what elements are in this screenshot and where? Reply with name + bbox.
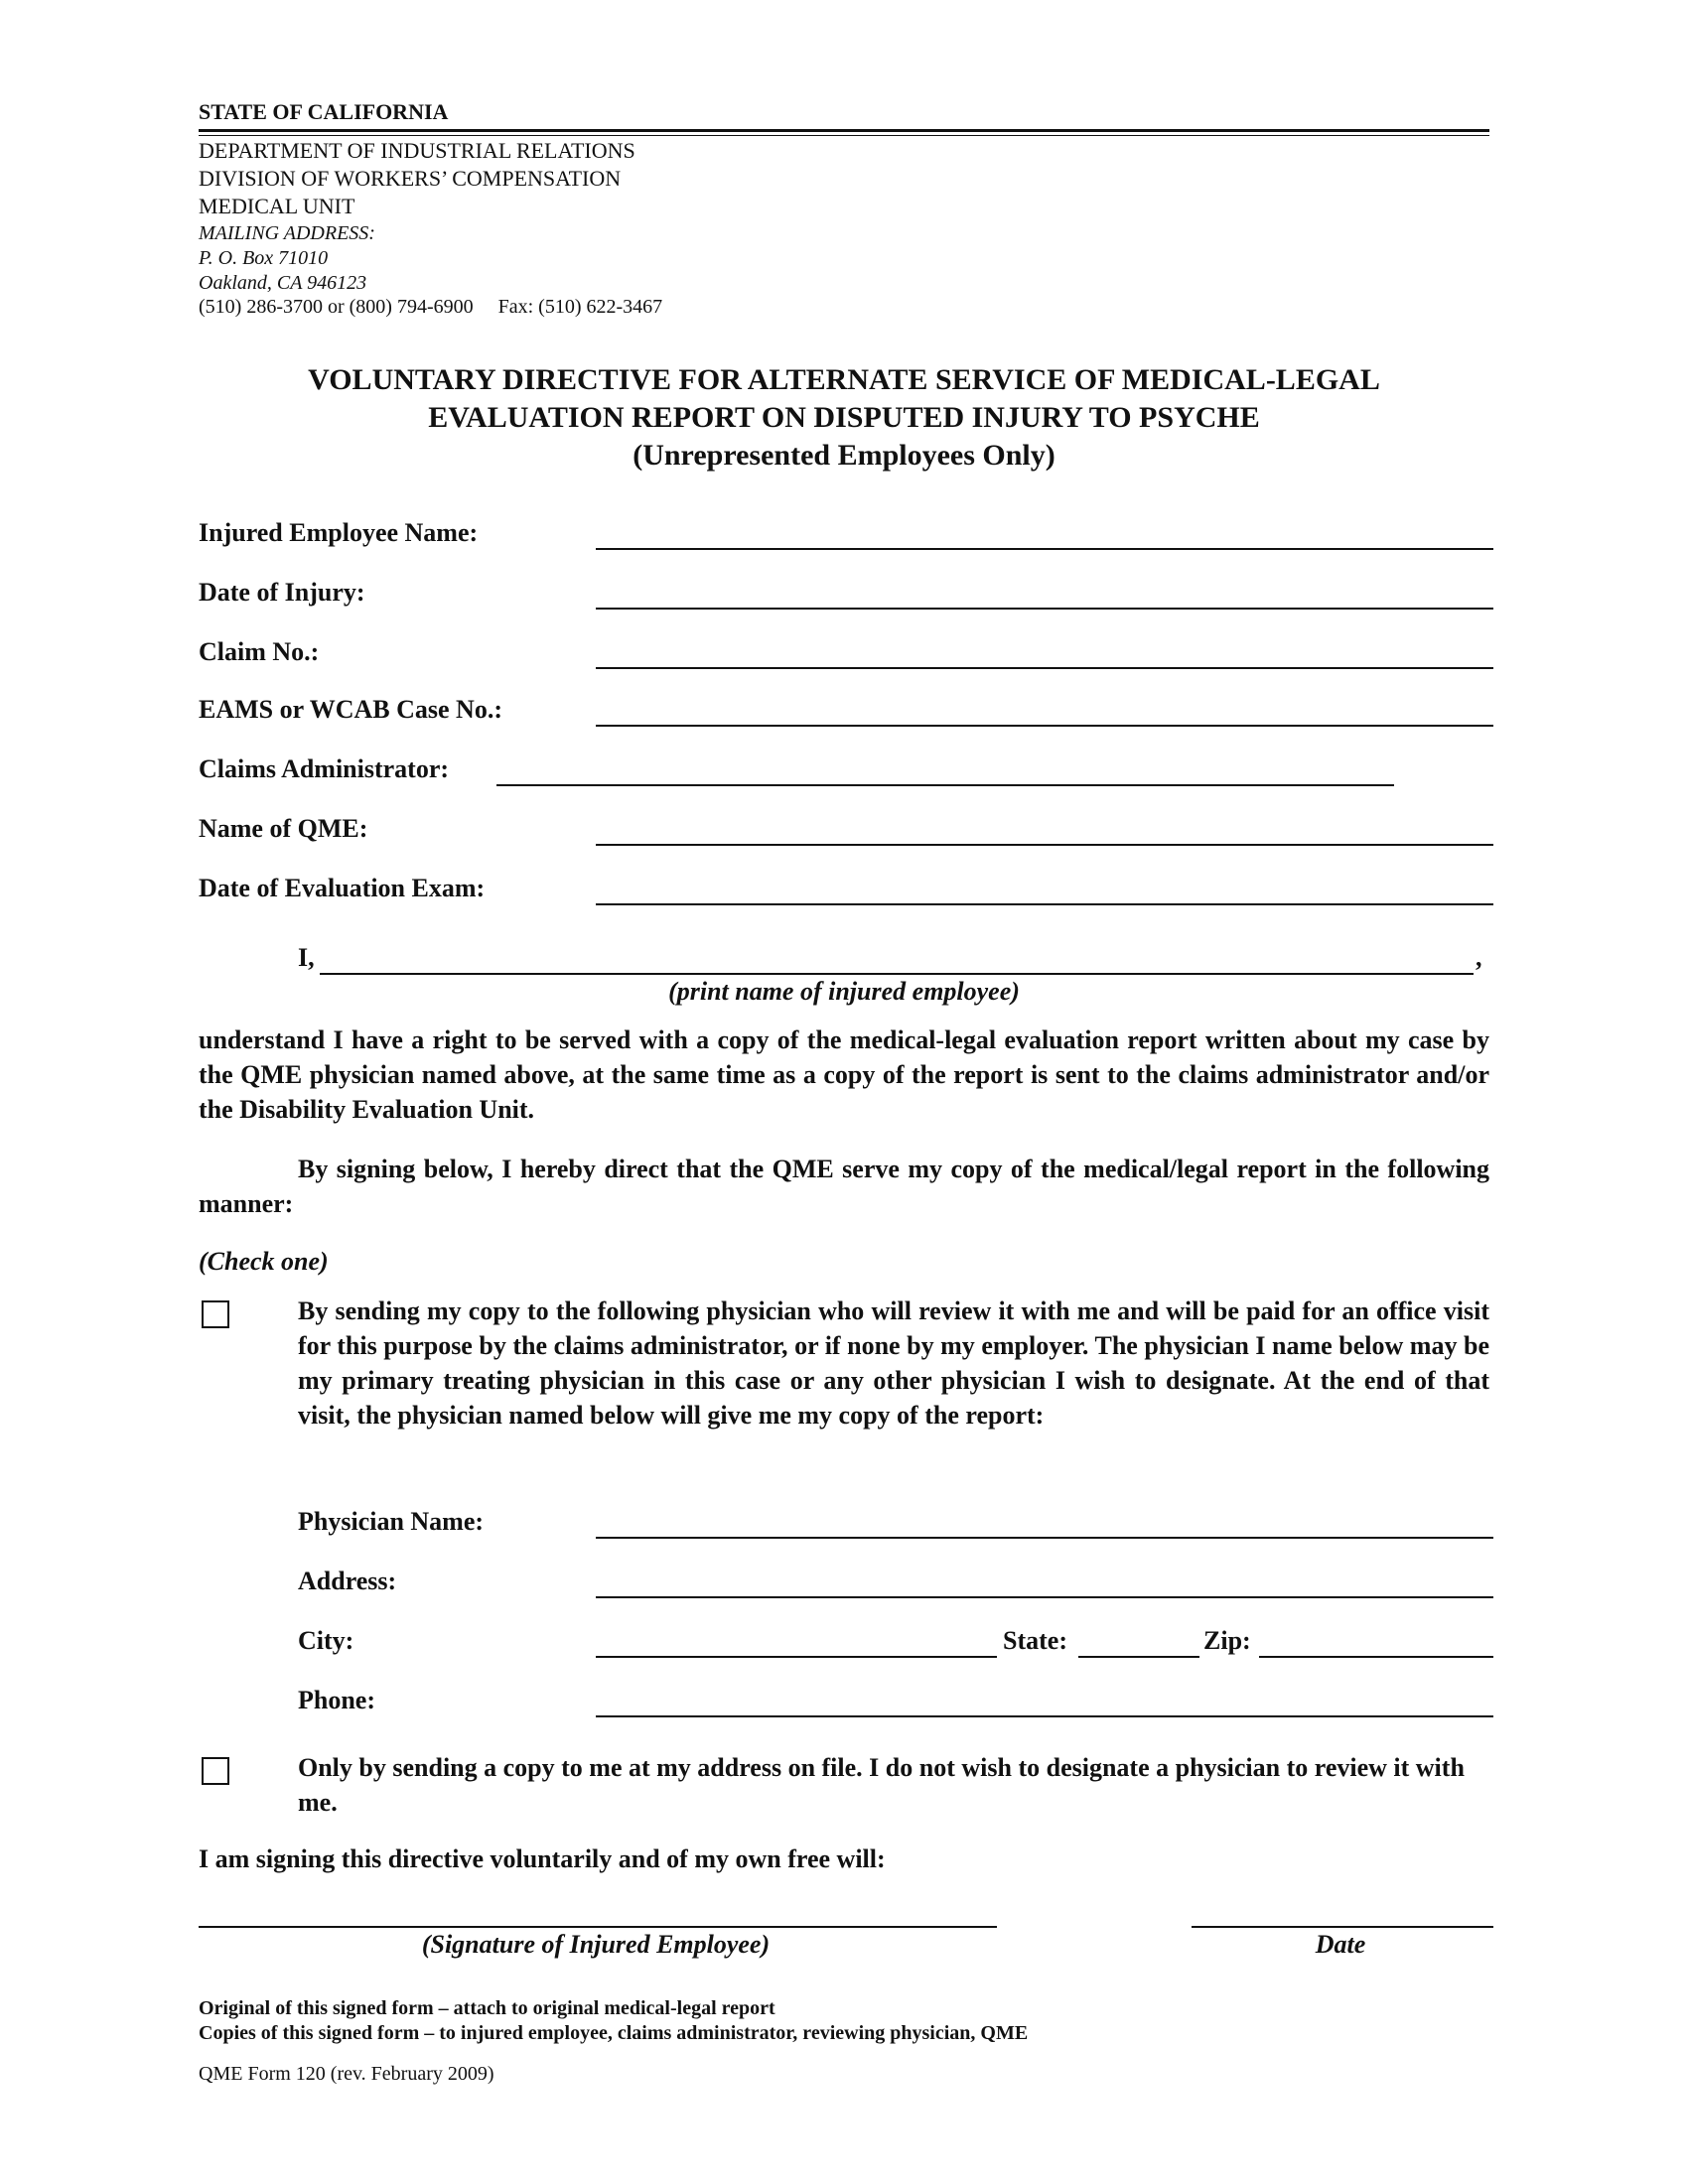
form-title-line1: VOLUNTARY DIRECTIVE FOR ALTERNATE SERVICE OF MEDICAL-LEGAL (308, 363, 1380, 396)
date-caption: Date (1315, 1930, 1366, 1959)
claim-no-label: Claim No.: (199, 637, 320, 666)
contact-phones: (510) 286-3700 or (800) 794-6900 Fax: (510) 622-3467 (199, 296, 663, 318)
division-name: DIVISION OF WORKERS’ COMPENSATION (199, 166, 622, 191)
physician-state-label: State: (1003, 1626, 1067, 1655)
physician-name-label: Physician Name: (298, 1507, 485, 1536)
header-rule-thick (199, 129, 1489, 132)
footer-copies-note: Copies of this signed form – to injured employee, claims administrator, reviewing physician, QME (199, 2022, 1029, 2044)
option-mail-checkbox[interactable] (202, 1757, 229, 1785)
mailing-city: Oakland, CA 946123 (199, 272, 367, 294)
date-of-injury-label: Date of Injury: (199, 578, 365, 607)
physician-state-input[interactable] (1078, 1628, 1199, 1658)
declaration-prefix: I, (298, 943, 315, 972)
qme-name-input[interactable] (596, 816, 1493, 846)
po-box: P. O. Box 71010 (199, 247, 329, 269)
physician-phone-label: Phone: (298, 1686, 375, 1714)
option-physician-text: By sending my copy to the following physician who will review it with me and will be paid for an office visit for this purpose by the claims administrator, or if none by my employer. The physician I name below may be my primary treating physician in this case or any other physician I wish to designate. At the end of that visit, the physician named below will give me my copy of the report: (298, 1297, 1489, 1430)
print-name-input[interactable] (320, 945, 1474, 975)
department-name: DEPARTMENT OF INDUSTRIAL RELATIONS (199, 138, 635, 163)
voluntary-statement: I am signing this directive voluntarily and of my own free will: (199, 1844, 886, 1873)
option-mail-text: Only by sending a copy to me at my address on file. I do not wish to designate a physician to review it with me. (298, 1753, 1465, 1817)
unit-name: MEDICAL UNIT (199, 194, 355, 218)
state-heading: STATE OF CALIFORNIA (199, 99, 449, 124)
claim-no-input[interactable] (596, 639, 1493, 669)
form-title-line3: (Unrepresented Employees Only) (633, 439, 1055, 472)
direction-paragraph: By signing below, I hereby direct that the QME serve my copy of the medical/legal report in the following manner: (199, 1155, 1489, 1218)
physician-name-input[interactable] (596, 1509, 1493, 1539)
evaluation-date-input[interactable] (596, 876, 1493, 905)
footer-original-note: Original of this signed form – attach to original medical-legal report (199, 1997, 775, 2019)
date-signed-input[interactable] (1192, 1898, 1493, 1928)
physician-phone-input[interactable] (596, 1688, 1493, 1717)
signature-input[interactable] (199, 1898, 997, 1928)
option-physician-checkbox[interactable] (202, 1300, 229, 1328)
evaluation-date-label: Date of Evaluation Exam: (199, 874, 486, 902)
signature-caption: (Signature of Injured Employee) (421, 1930, 771, 1959)
print-name-caption: (print name of injured employee) (668, 977, 1020, 1006)
physician-address-label: Address: (298, 1567, 397, 1595)
header-rule-thin (199, 135, 1489, 136)
claims-administrator-input[interactable] (496, 756, 1394, 786)
physician-zip-input[interactable] (1259, 1628, 1493, 1658)
employee-name-label: Injured Employee Name: (199, 518, 479, 547)
date-of-injury-input[interactable] (596, 580, 1493, 610)
case-no-label: EAMS or WCAB Case No.: (199, 695, 502, 724)
physician-zip-label: Zip: (1203, 1626, 1251, 1655)
declaration-suffix: , (1476, 943, 1482, 972)
case-no-input[interactable] (596, 697, 1493, 727)
rights-paragraph: understand I have a right to be served with a copy of the medical-legal evaluation report written about my case by the QME physician named above, at the same time as a copy of the report is sent to the claims administrator and/or the Disability Evaluation Unit. (199, 1025, 1489, 1124)
form-id: QME Form 120 (rev. February 2009) (199, 2063, 494, 2085)
mailing-address-label: MAILING ADDRESS: (199, 222, 375, 244)
employee-name-input[interactable] (596, 520, 1493, 550)
check-one-label: (Check one) (199, 1247, 329, 1276)
physician-address-input[interactable] (596, 1569, 1493, 1598)
claims-administrator-label: Claims Administrator: (199, 754, 450, 783)
physician-city-label: City: (298, 1626, 354, 1655)
qme-name-label: Name of QME: (199, 814, 368, 843)
physician-city-input[interactable] (596, 1628, 997, 1658)
form-title-line2: EVALUATION REPORT ON DISPUTED INJURY TO PSYCHE (428, 401, 1260, 434)
